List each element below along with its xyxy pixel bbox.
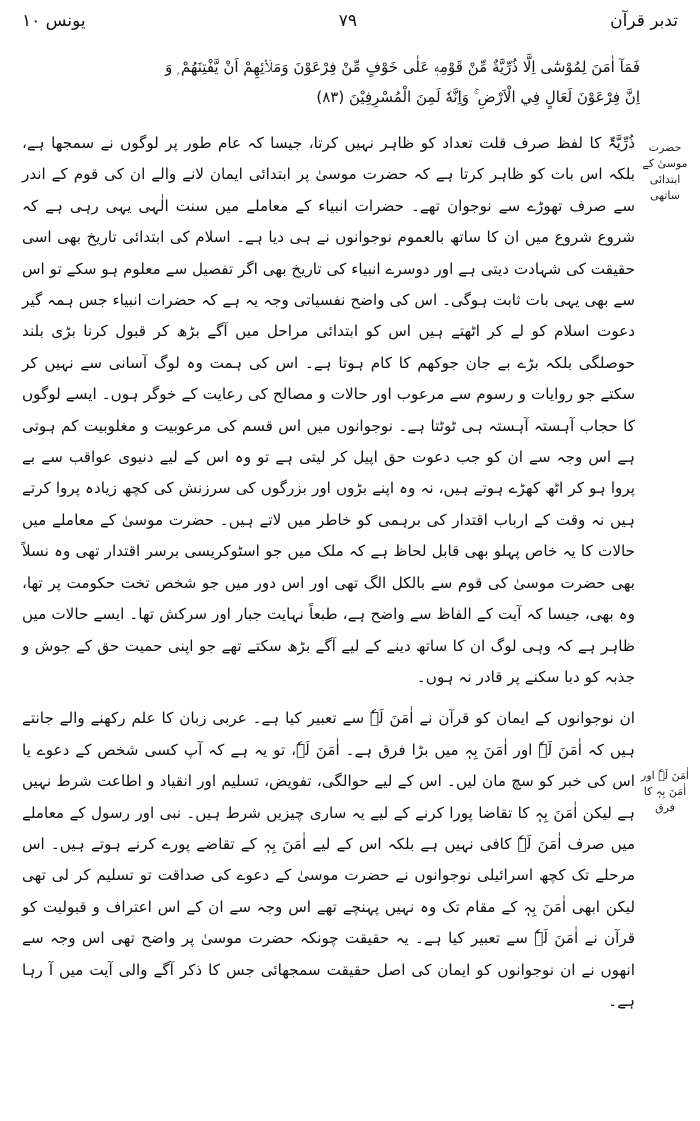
paragraph: ذُرِّیَّۃٌ کا لفظ صرف قلت تعداد کو ظاہر نہیں کرتا، جیسا کہ عام طور پر لوگوں نے سمجھا ہے، بلکہ اس بات کو ظاہر کرتا ہے کہ حضرت موسیٰ پر ابتدائی ایمان لانے والے ان کی قوم کے اندر سے صرف تھوڑے سے نوجوان تھے۔ حضرات انبیاء کے معاملے میں سنت الٰہی یہی رہی ہے کہ شروع شروع میں ان کا ساتھ بالعموم نوجوانوں نے ہی دیا ہے۔ اسلام کی ابتدائی تاریخ بھی اسی حقیقت کی شہادت دیتی ہے اور دوسرے انبیاء کی تاریخ بھی اگر تفصیل سے معلوم ہو سکے تو اس سے بھی یہی بات ثابت ہوگی۔ اس کی واضح نفسیاتی وجہ یہ ہے کہ حضرات انبیاء جس ہمہ گیر دعوت اسلام کو لے کر اٹھتے ہیں اس کو ابتدائی مراحل میں آگے بڑھ کر قبول کرنا بڑی بلند حوصلگی بلکہ بڑے بے جان جوکھم کا کام ہوتا ہے۔ اس کی ہمت وہ لوگ آسانی سے نہیں کر سکتے جو روایات و رسوم سے مرعوب اور حالات و مصالح کی رعایت کے خوگر ہوں۔ ایسے لوگوں کا حجاب آہستہ آہستہ ہی ٹوٹتا ہے۔ نوجوانوں میں اس قسم کی مرعوبیت و مغلوبیت کم ہوتی ہے اس وجہ سے ان کو جب دعوت حق اپیل کر لیتی ہے تو وہ اس کے لیے دنیوی عواقب سے بے پروا ہو کر اٹھ کھڑے ہوتے ہیں، نہ وہ اپنے بڑوں اور بزرگوں کی سرزنش کی کچھ زیادہ پروا کرتے ہیں نہ وقت کے ارباب اقتدار کی برہمی کو خاطر میں لاتے ہیں۔ حضرت موسیٰ کے معاملے میں حالات کا یہ خاص پہلو بھی قابل لحاظ ہے کہ ملک میں جو اسٹوکریسی برسر اقتدار تھی وہ نسلاً بھی حضرت موسیٰ کی قوم سے بالکل الگ تھی اور اس دور میں جو شخص تخت حکومت پر تھا، وہ بھی، جیسا کہ آیت کے الفاظ سے واضح ہے، طبعاً نہایت جبار اور سرکش تھا۔ ایسے حالات میں ظاہر ہے کہ وہی لوگ ان کا ساتھ دینے کے لیے آگے بڑھ سکتے تھے جو اپنی حمیت حق کے جوش و جذبہ کو دبا سکنے پر قادر نہ ہوں۔ — [22, 134, 635, 686]
quran-verse — [40, 52, 640, 124]
paragraph: ان نوجوانوں کے ایمان کو قرآن نے اٰمَنَ لَہٗ سے تعبیر کیا ہے۔ عربی زبان کا علم رکھنے والے جانتے ہیں کہ اٰمَنَ لَہٗ اور اٰمَنَ بِہٖ میں بڑا فرق ہے۔ اٰمَنَ لَہٗ، تو یہ ہے کہ آپ کسی شخص کے دعوے یا اس کی خبر کو سچ مان لیں۔ اس کے لیے حوالگی، تفویض، تسلیم اور انقیاد و اطاعت شرط نہیں ہے لیکن اٰمَنَ بِہٖ کا تقاضا پورا کرنے کے لیے یہ ساری چیزیں شرط ہیں۔ نبی اور رسول کے معاملے میں صرف اٰمَنَ لَہٗ کافی نہیں ہے بلکہ اس کے لیے اٰمَنَ بِہٖ کے تقاضے پورے کرنے ہوتے ہیں۔ اس مرحلے تک کچھ اسرائیلی نوجوانوں نے حضرت موسیٰ کے دعوے کی صداقت تو تسلیم کر لی تھی لیکن ابھی اٰمَنَ بِہٖ کے مقام تک وہ نہیں پہنچے تھے اس وجہ سے ان کے اس اعتراف و قبولیت کو قرآن نے اٰمَنَ لَہٗ سے تعبیر کیا ہے۔ یہ حقیقت چونکہ حضرت موسیٰ پر واضح تھی اس وجہ سے انھوں نے ان نوجوانوں کو ایمان کی اصل حقیقت سمجھائی جس کا ذکر آگے والی آیت میں آ رہا ہے۔ — [22, 709, 635, 1010]
commentary-body — [22, 128, 635, 1101]
verse-line-1: فَمَآ اٰمَنَ لِمُوْسٰٓى اِلَّا ذُرِّيَّةٌ مِّنْ قَوْمِهٖ عَلٰى خَوْفٍ مِّنْ فِرْعَوْنَ وَمَلَا۟ئِهِمْ اَنْ يَّفْتِنَهُمْ ۭ وَ — [165, 58, 640, 76]
header-surah: یونس ۱۰ — [22, 11, 86, 31]
running-header — [22, 8, 678, 34]
verse-line-2: اِنَّ فِرْعَوْنَ لَعَالٍ فِي الْاَرْضِ ۚ وَاِنَّهٗ لَمِنَ الْمُسْرِفِيْنَ (۸۳) — [316, 88, 640, 106]
margin-note-aamana-difference: اٰمَنَ لَہٗ اور اٰمَنَ بِہٖ کا فرق — [641, 769, 689, 814]
margin-note-early-companions: حضرت موسیٰ کے ابتدائی ساتھی — [642, 141, 688, 202]
page-number: ۷۹ — [338, 11, 357, 31]
header-book-title: تدبر قرآن — [610, 11, 678, 31]
